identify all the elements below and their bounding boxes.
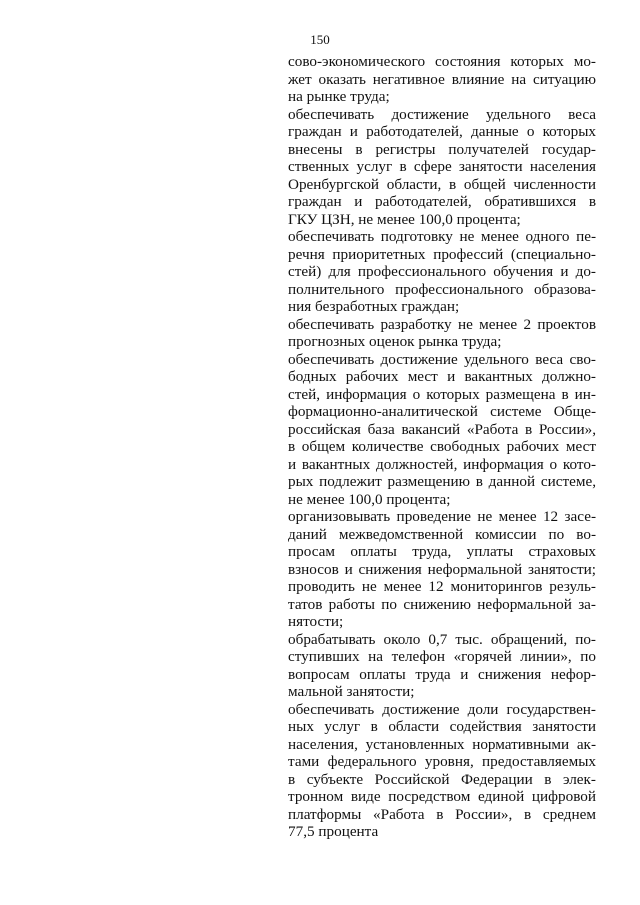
text-line: ных услуг в области содействия занятости xyxy=(288,718,596,735)
text-line: обеспечивать подготовку не менее одного пе- xyxy=(288,228,596,245)
text-line: тами федерального уровня, предоставляемых xyxy=(288,753,596,770)
text-line: и вакантных должностей, информация о кото- xyxy=(288,455,596,473)
text-line: рых подлежит размещению в данной системе, xyxy=(288,473,596,490)
text-line: не менее 100,0 процента; xyxy=(288,490,451,508)
text-line: вопросам оплаты труда и снижения нефор- xyxy=(288,665,596,683)
text-line: прогнозных оценок рынка труда; xyxy=(288,333,502,350)
text-line: сово-экономического состояния которых мо- xyxy=(288,53,596,70)
text-line: мальной занятости; xyxy=(288,683,415,700)
text-line: ственных услуг в сфере занятости населения xyxy=(288,158,596,175)
text-line: обрабатывать около 0,7 тыс. обращений, по- xyxy=(288,630,596,648)
text-line: 77,5 процента xyxy=(288,823,379,840)
text-line: обеспечивать достижение удельного веса xyxy=(288,105,596,123)
text-line: российская база вакансий «Работа в России», xyxy=(288,420,596,438)
text-line: организовывать проведение не менее 12 засе- xyxy=(288,508,596,525)
text-line: ния безработных граждан; xyxy=(288,298,460,315)
text-line: проводить не менее 12 мониторингов резуль- xyxy=(288,578,596,595)
text-line: обеспечивать достижение доли государствен- xyxy=(288,700,596,718)
text-line: ГКУ ЦЗН, не менее 100,0 процента; xyxy=(288,210,521,228)
text-line: платформы «Работа в России», в среднем xyxy=(288,805,596,823)
page-number: 150 xyxy=(310,32,330,47)
text-line: населения, установленных нормативными ак- xyxy=(288,735,596,753)
text-line: в общем количестве свободных рабочих мест xyxy=(288,438,596,455)
text-line: на рынке труда; xyxy=(288,88,390,105)
text-line: обеспечивать достижение удельного веса сво- xyxy=(288,350,596,368)
text-line: Оренбургской области, в общей численности xyxy=(288,175,596,193)
text-line: бодных рабочих мест и вакантных должно- xyxy=(288,368,596,385)
text-line: татов работы по снижению неформальной за- xyxy=(288,595,596,613)
text-line: обеспечивать разработку не менее 2 проектов xyxy=(288,315,596,333)
text-line: внесены в регистры получателей государ- xyxy=(288,140,596,158)
text-line: нятости; xyxy=(288,613,344,630)
text-line: взносов и снижения неформальной занятости; xyxy=(288,560,596,578)
text-line: формационно-аналитической системе Обще- xyxy=(288,403,596,420)
text-line: речня приоритетных профессий (специально- xyxy=(288,245,596,263)
text-line: даний межведомственной комиссии по во- xyxy=(288,525,596,543)
text-line: жет оказать негативное влияние на ситуацию xyxy=(288,70,596,88)
text-line: полнительного профессионального образова- xyxy=(288,280,596,298)
text-line: стей, информация о которых размещена в ин- xyxy=(288,385,596,403)
text-line: стей) для профессионального обучения и до- xyxy=(288,263,596,280)
text-line: тронном виде посредством единой цифровой xyxy=(288,788,596,805)
document-text-column xyxy=(288,53,596,841)
text-line: ступивших на телефон «горячей линии», по xyxy=(288,648,596,665)
text-line: граждан и работодателей, данные о которых xyxy=(288,123,596,140)
text-line: просам оплаты труда, уплаты страховых xyxy=(288,543,596,560)
text-line: в субъекте Российской Федерации в элек- xyxy=(288,770,596,788)
text-line: граждан и работодателей, обратившихся в xyxy=(288,193,596,210)
